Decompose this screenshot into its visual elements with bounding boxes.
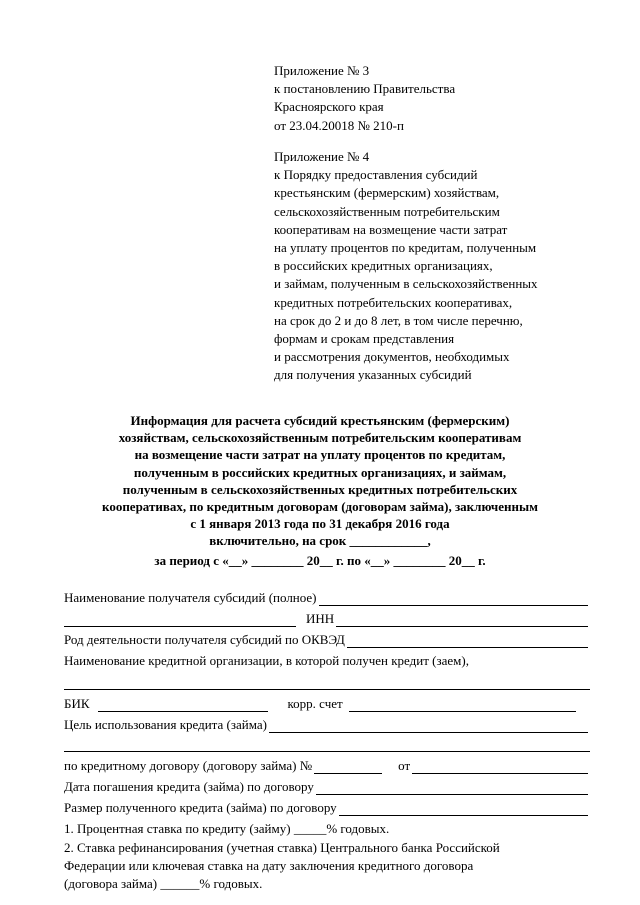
appendix-line: кооперативам на возмещение части затрат bbox=[274, 221, 508, 237]
title-line: за период с «__» ________ 20__ г. по «__» ________ 20__ г. bbox=[154, 552, 486, 568]
appendix-line: Красноярского края bbox=[274, 99, 384, 115]
recipient-name-field[interactable] bbox=[319, 592, 588, 606]
repayment-label: Дата погашения кредита (займа) по договору bbox=[64, 779, 314, 794]
title-line: с 1 января 2013 года по 31 декабря 2016 года bbox=[190, 516, 450, 532]
appendix-4-header bbox=[274, 148, 538, 385]
inn-label: ИНН bbox=[306, 611, 335, 626]
credit-org-field[interactable] bbox=[64, 675, 590, 690]
appendix-line: к Порядку предоставления субсидий bbox=[274, 167, 478, 183]
contract-label: по кредитному договору (договору займа) № bbox=[64, 758, 313, 773]
appendix-line: Приложение № 4 bbox=[274, 149, 370, 164]
title-line: включительно, на срок ____________, bbox=[209, 533, 431, 549]
title-line: Информация для расчета субсидий крестьянским (фермерским) bbox=[130, 413, 510, 428]
appendix-3-header bbox=[274, 62, 455, 135]
info-form bbox=[64, 588, 590, 893]
refinance-line: Федерации или ключевая ставка на дату заключения кредитного договора bbox=[64, 858, 474, 873]
title-line: полученным в российских кредитных организациях, и займам, bbox=[133, 464, 507, 480]
corr-account-field[interactable] bbox=[349, 698, 576, 712]
purpose-field-cont[interactable] bbox=[64, 737, 590, 752]
purpose-row bbox=[64, 715, 590, 733]
recipient-name-row bbox=[64, 588, 590, 606]
repayment-row bbox=[64, 777, 590, 795]
inn-field[interactable] bbox=[336, 613, 588, 627]
contract-number-field[interactable] bbox=[314, 760, 382, 774]
appendix-line: Приложение № 3 bbox=[274, 63, 370, 78]
amount-label: Размер полученного кредита (займа) по договору bbox=[64, 800, 337, 815]
appendix-line: и рассмотрения документов, необходимых bbox=[274, 349, 510, 365]
activity-row bbox=[64, 630, 590, 648]
purpose-label: Цель использования кредита (займа) bbox=[64, 717, 267, 732]
inn-row bbox=[64, 609, 590, 627]
bik-label: БИК bbox=[64, 696, 90, 711]
bik-row bbox=[64, 694, 590, 712]
amount-row bbox=[64, 798, 590, 816]
title-line: хозяйствам, сельскохозяйственным потребительским кооперативам bbox=[118, 430, 522, 446]
contract-date-field[interactable] bbox=[412, 760, 588, 774]
appendix-line: формам и срокам представления bbox=[274, 331, 455, 347]
title-line: на возмещение части затрат на уплату процентов по кредитам, bbox=[134, 447, 506, 463]
activity-label: Род деятельности получателя субсидий по ОКВЭД bbox=[64, 632, 345, 647]
appendix-line: к постановлению Правительства bbox=[274, 81, 456, 97]
recipient-name-label: Наименование получателя субсидий (полное) bbox=[64, 590, 317, 605]
appendix-line: кредитных потребительских кооперативах, bbox=[274, 294, 513, 310]
credit-org-row bbox=[64, 651, 590, 669]
appendix-line: от 23.04.20018 № 210-п bbox=[274, 117, 404, 133]
appendix-line: на срок до 2 и до 8 лет, в том числе перечню, bbox=[274, 312, 523, 328]
contract-row bbox=[64, 756, 590, 774]
contract-from-label: от bbox=[398, 758, 411, 773]
appendix-line: и займам, полученным в сельскохозяйственных bbox=[274, 276, 538, 292]
title-line: полученным в сельскохозяйственных кредитных потребительских bbox=[122, 481, 518, 497]
activity-field[interactable] bbox=[347, 634, 588, 648]
appendix-line: для получения указанных субсидий bbox=[274, 367, 472, 383]
refinance-line: (договора займа) ______% годовых. bbox=[64, 876, 263, 891]
refinance-line: 2. Ставка рефинансирования (учетная ставка) Центрального банка Российской bbox=[64, 840, 500, 855]
refinance-paragraph bbox=[64, 839, 590, 893]
appendix-line: крестьянским (фермерским) хозяйствам, bbox=[274, 185, 500, 201]
amount-field[interactable] bbox=[339, 802, 588, 816]
appendix-line: в российских кредитных организациях, bbox=[274, 258, 493, 274]
document-title bbox=[30, 412, 610, 569]
credit-org-label: Наименование кредитной организации, в которой получен кредит (заем), bbox=[64, 653, 469, 668]
title-line: кооперативах, по кредитным договорам (договорам займа), заключенным bbox=[102, 499, 538, 515]
appendix-line: сельскохозяйственным потребительским bbox=[274, 203, 500, 219]
rate-label: 1. Процентная ставка по кредиту (займу) _____% годовых. bbox=[64, 821, 390, 836]
appendix-line: на уплату процентов по кредитам, полученным bbox=[274, 240, 537, 256]
purpose-field[interactable] bbox=[269, 719, 588, 733]
corr-account-label: корр. счет bbox=[287, 696, 343, 711]
rate-row bbox=[64, 819, 590, 837]
repayment-field[interactable] bbox=[316, 781, 588, 795]
bik-field[interactable] bbox=[98, 698, 268, 712]
recipient-name-field-cont[interactable] bbox=[64, 613, 296, 627]
